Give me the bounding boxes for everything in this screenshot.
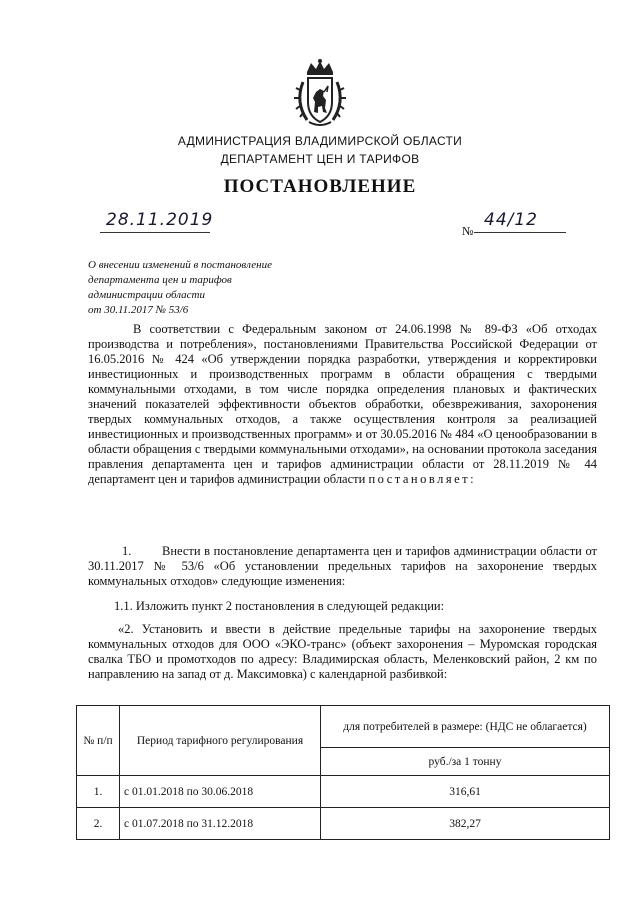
number-sign: № <box>462 224 474 238</box>
table-row <box>77 808 610 840</box>
document-type-title: ПОСТАНОВЛЕНИЕ <box>223 176 417 197</box>
header-consumers: для потребителей в размере: (НДС не облагается) <box>321 706 610 748</box>
document-subject <box>88 258 272 318</box>
header-number: № п/п <box>77 706 120 776</box>
row-value: 382,27 <box>321 808 610 840</box>
header-unit: руб./за 1 тонну <box>321 748 610 776</box>
row-number: 1. <box>77 776 120 808</box>
number-underline <box>474 232 566 233</box>
subject-line: департамента цен и тарифов <box>88 274 232 286</box>
subject-line: администрации области <box>88 289 205 301</box>
resolves-word: постановляет: <box>368 472 477 486</box>
organization-name: АДМИНИСТРАЦИЯ ВЛАДИМИРСКОЙ ОБЛАСТИ <box>177 134 463 148</box>
header-period: Период тарифного регулирования <box>120 706 321 776</box>
row-period: с 01.07.2018 по 31.12.2018 <box>120 808 321 840</box>
document-number: 44/12 <box>484 210 538 230</box>
row-number: 2. <box>77 808 120 840</box>
item-2-quote-paragraph: «2. Установить и ввести в действие предельные тарифы на захоронение твердых коммунальных отходов для ООО «ЭКО-транс» (объект захоронения – Муромская городская свалка ТБО и промотходов по адресу: Владимирская область, Меленковский район, 2 км по направлению на запад от д. Максимовка) с календарной разбивкой: <box>88 622 597 681</box>
item-1-text: Внести в постановление департамента цен и тарифов администрации области от 30.11.2017 № 53/6 «Об установлении предельных тарифов на захоронение твердых коммунальных отходов» следующие изменения: <box>88 544 597 588</box>
row-value: 316,61 <box>321 776 610 808</box>
preamble-text: В соответствии с Федеральным законом от 24.06.1998 № 89-ФЗ «Об отходах производства и потребления», постановлениями Правительства Российской Федерации от 16.05.2016 № 424 «Об утверждении порядка разработки, утверждения и корректировки инвестиционных и производственных программ в области обращения с твердыми коммунальными отходами, в том числе порядка определения плановых и фактических значений показателей эффективности объектов обработки, обезвреживания, захоронения твердых коммунальных отходов, а также осуществления контроля за реализацией инвестиционных и производственных программ» и от 30.05.2016 № 484 «О ценообразовании в области обращения с твердыми коммунальными отходами», на основании протокола заседания правления департамента цен и тарифов администрации области от 28.11.2019 № 44 департамент цен и тарифов администрации области <box>88 322 597 486</box>
table-header-row <box>77 706 610 748</box>
item-1-number: 1. <box>122 544 132 558</box>
coat-of-arms-emblem <box>291 58 349 128</box>
date-underline <box>100 232 210 233</box>
row-period: с 01.01.2018 по 30.06.2018 <box>120 776 321 808</box>
item-1-paragraph <box>88 544 597 589</box>
tariff-table <box>76 705 610 840</box>
table-row <box>77 776 610 808</box>
item-1-1-paragraph: 1.1. Изложить пункт 2 постановления в следующей редакции: <box>114 599 445 613</box>
subject-line: О внесении изменений в постановление <box>88 259 272 271</box>
document-date: 28.11.2019 <box>106 210 214 230</box>
preamble-paragraph <box>88 322 597 487</box>
department-name: ДЕПАРТАМЕНТ ЦЕН И ТАРИФОВ <box>220 152 420 166</box>
subject-line: от 30.11.2017 № 53/6 <box>88 304 189 316</box>
